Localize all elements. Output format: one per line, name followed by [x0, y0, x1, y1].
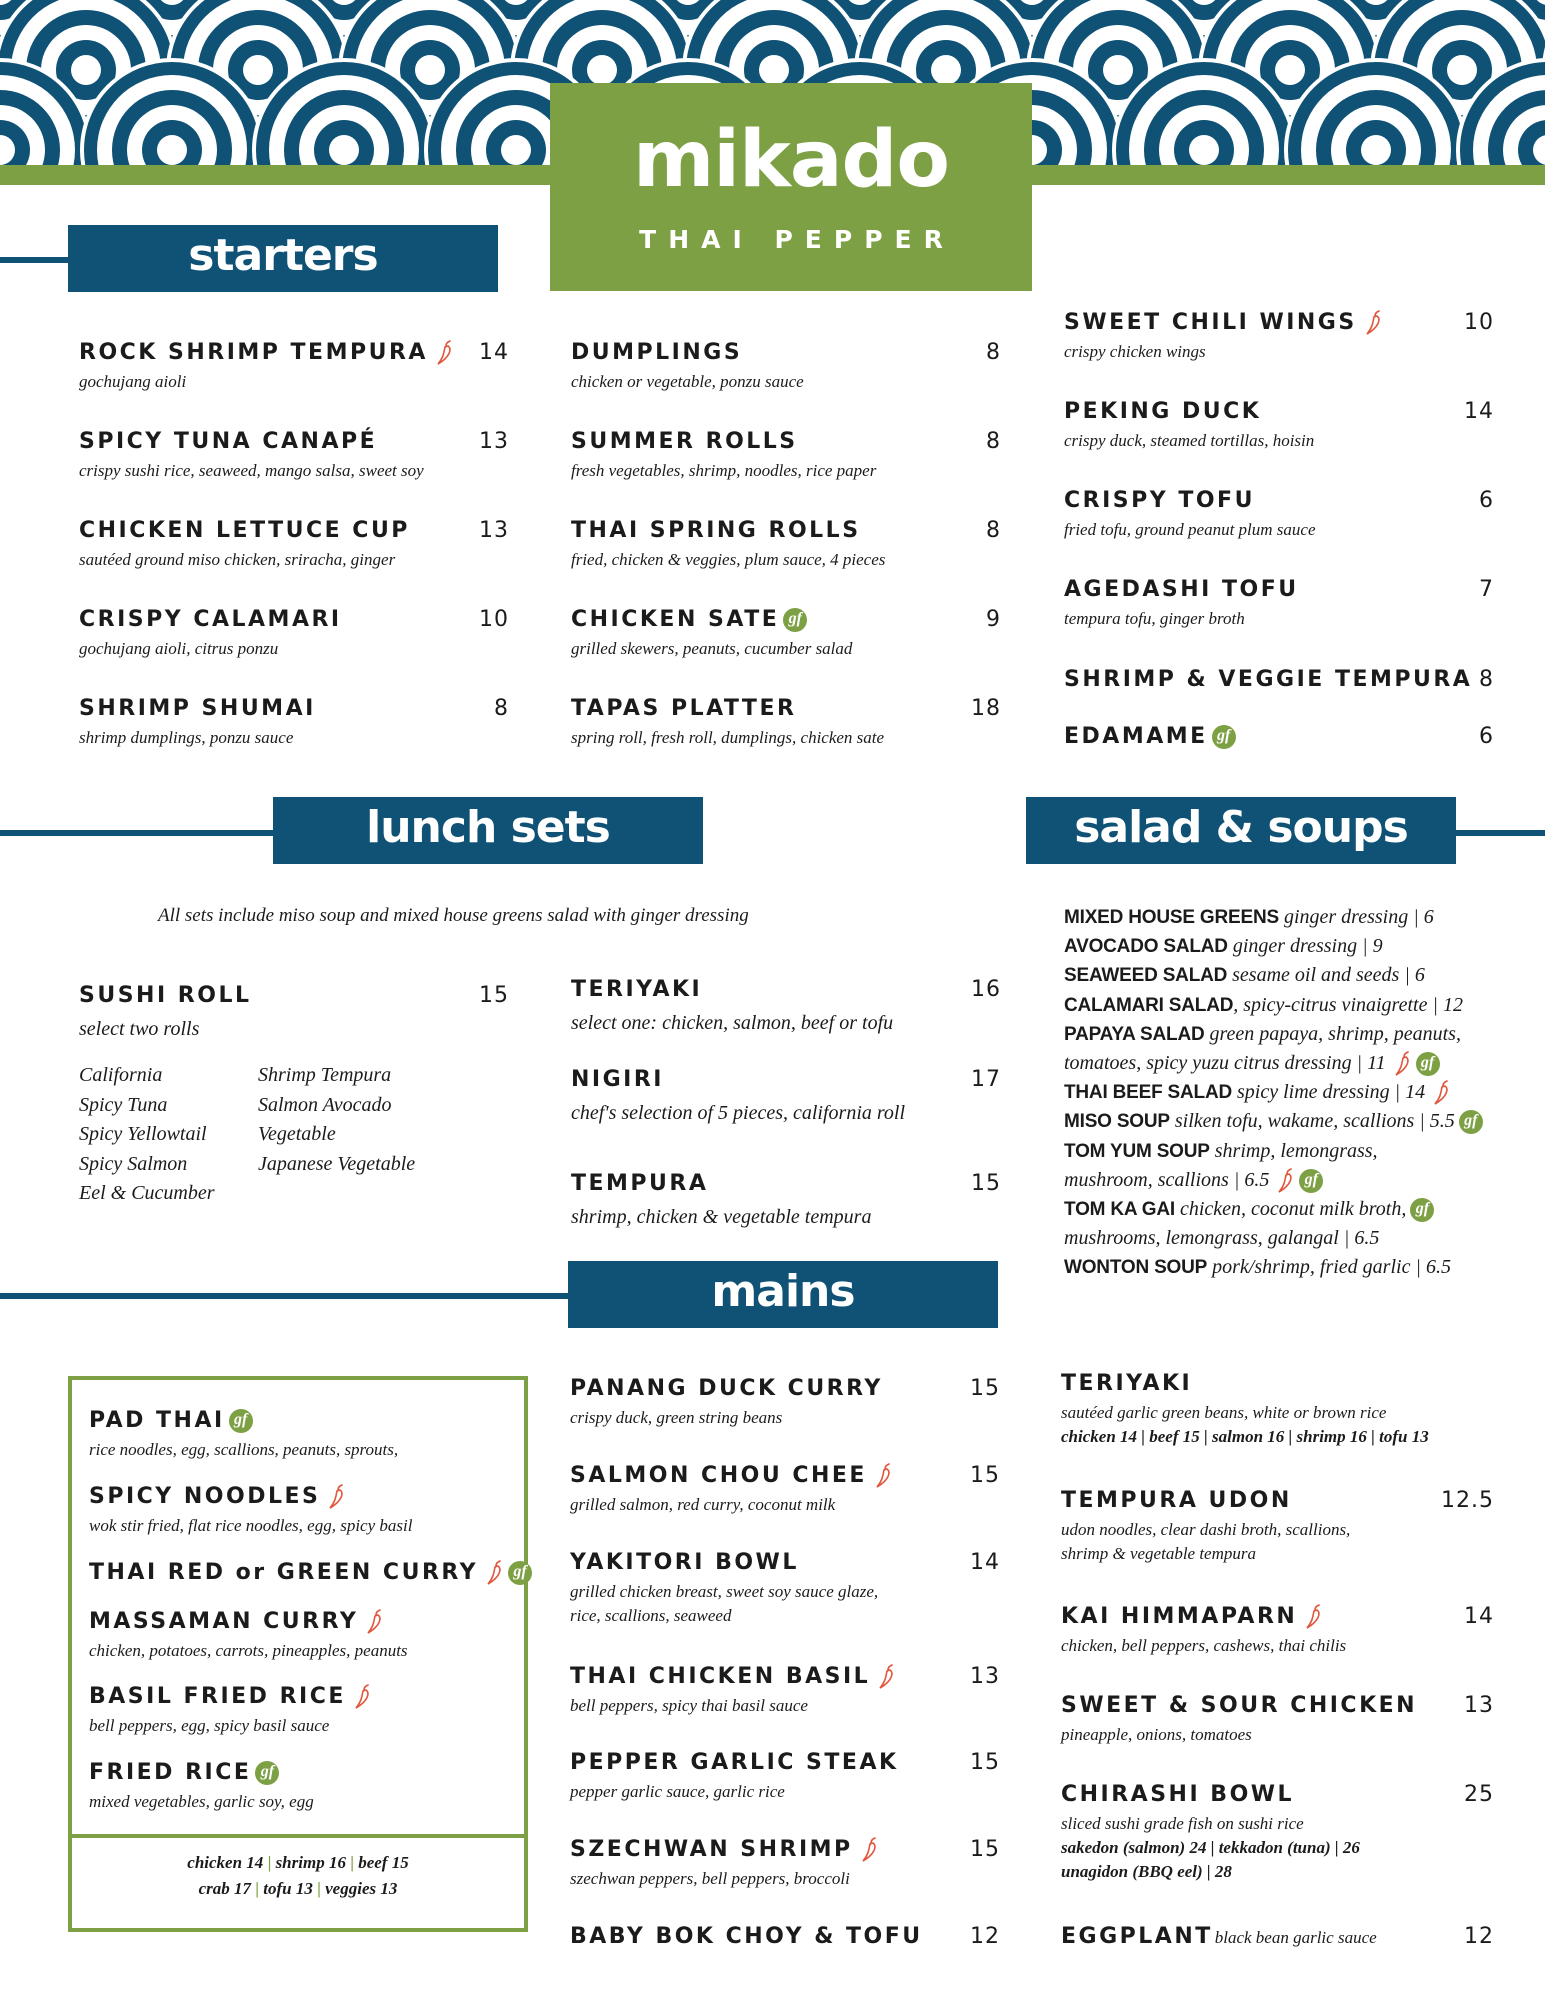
wave-arc	[415, 55, 445, 85]
brand-subtitle: THAI PEPPER	[639, 225, 955, 254]
item-name-text: CRISPY CALAMARI	[79, 607, 342, 632]
item-name	[79, 429, 509, 455]
salad-line	[1064, 961, 1534, 990]
salad-line	[1064, 1166, 1534, 1195]
item-description: spring roll, fresh roll, dumplings, chicken sate	[571, 728, 885, 747]
section-title-salad-soups: salad & soups	[1026, 797, 1456, 864]
item-price: 18	[971, 696, 1001, 721]
menu-item	[79, 340, 509, 394]
item-name	[79, 607, 509, 633]
item-name	[89, 1560, 527, 1586]
item-name-text: THAI RED or GREEN CURRY	[89, 1560, 479, 1585]
item-price: 6	[1479, 724, 1494, 749]
item-name-text: KAI HIMMAPARN	[1061, 1604, 1298, 1629]
item-name-text: DUMPLINGS	[571, 340, 743, 365]
item-name-text: TEMPURA	[571, 1171, 709, 1196]
item-name	[1064, 399, 1494, 425]
gluten-free-badge-icon: gf	[1212, 725, 1236, 749]
menu-item	[89, 1609, 509, 1663]
menu-item	[571, 607, 1001, 661]
menu-item	[79, 518, 509, 572]
item-name-text: NIGIRI	[571, 1067, 664, 1092]
menu-item	[570, 1837, 1000, 1891]
salad-name: PAPAYA SALAD	[1064, 1023, 1205, 1045]
item-price: 15	[970, 1837, 1000, 1862]
item-description: chicken or vegetable, ponzu sauce	[571, 372, 804, 391]
item-description: crispy sushi rice, seaweed, mango salsa, sweet soy	[79, 461, 424, 480]
item-name	[571, 429, 1001, 455]
salad-line	[1064, 932, 1534, 961]
logo-block	[550, 83, 1032, 291]
salad-description: pork/shrimp, fried garlic | 6.5	[1207, 1256, 1451, 1279]
salad-description: green papaya, shrimp, peanuts,	[1204, 1022, 1461, 1045]
section-title-lunch-sets: lunch sets	[273, 797, 703, 864]
item-name	[1064, 724, 1494, 750]
item-name	[1064, 310, 1494, 336]
item-name	[1061, 1782, 1494, 1808]
item-description: szechwan peppers, bell peppers, broccoli	[570, 1869, 850, 1888]
item-description-2: shrimp & vegetable tempura	[1061, 1544, 1256, 1563]
item-name-text: SWEET CHILI WINGS	[1064, 310, 1357, 335]
item-options-2: unagidon (BBQ eel) | 28	[1061, 1862, 1232, 1881]
salad-description: sesame oil and seeds | 6	[1227, 964, 1425, 987]
menu-item	[89, 1484, 509, 1538]
item-price: 14	[1464, 399, 1494, 424]
menu-item	[571, 1171, 1001, 1229]
menu-item	[570, 1750, 1000, 1804]
chili-pepper-icon	[1363, 310, 1383, 336]
item-name-text: TEMPURA UDON	[1061, 1488, 1292, 1513]
item-name	[1061, 1604, 1494, 1630]
salad-line	[1064, 1137, 1534, 1166]
item-name-text: TERIYAKI	[1061, 1371, 1193, 1396]
menu-item	[1061, 1371, 1494, 1449]
menu-item	[89, 1760, 509, 1814]
lunch-note: All sets include miso soup and mixed house greens salad with ginger dressing	[158, 905, 749, 926]
item-name-text: CHICKEN SATE	[571, 607, 780, 632]
menu-item	[1061, 1488, 1494, 1566]
gluten-free-badge-icon: gf	[255, 1761, 279, 1785]
item-price: 8	[986, 340, 1001, 365]
item-name	[570, 1837, 1000, 1863]
item-price: 9	[986, 607, 1001, 632]
item-name-text: MASSAMAN CURRY	[89, 1609, 359, 1634]
item-name-text: AGEDASHI TOFU	[1064, 577, 1299, 602]
item-name-text: BASIL FRIED RICE	[89, 1684, 346, 1709]
item-options: chicken 14 | beef 15 | salmon 16 | shrimp 16 | tofu 13	[1061, 1427, 1429, 1446]
item-name-text: TERIYAKI	[571, 977, 703, 1002]
gluten-free-badge-icon: gf	[229, 1409, 253, 1433]
item-name	[79, 340, 509, 366]
wave-arc	[587, 55, 617, 85]
menu-item	[1064, 667, 1494, 693]
chili-pepper-icon	[859, 1837, 879, 1863]
item-description: tempura tofu, ginger broth	[1064, 609, 1245, 628]
item-description: sliced sushi grade fish on sushi rice	[1061, 1814, 1304, 1833]
salad-description: spicy lime dressing | 14	[1232, 1081, 1426, 1104]
salad-description: silken tofu, wakame, scallions | 5.5	[1169, 1110, 1455, 1133]
chili-pepper-icon	[1303, 1604, 1323, 1630]
item-name	[570, 1664, 1000, 1690]
roll-option: Japanese Vegetable	[258, 1152, 416, 1175]
menu-item	[571, 696, 1001, 750]
gluten-free-badge-icon: gf	[783, 608, 807, 632]
chili-pepper-icon	[1275, 1168, 1295, 1194]
chili-pepper-icon	[484, 1560, 504, 1586]
item-price: 13	[479, 518, 509, 543]
menu-item	[571, 429, 1001, 483]
item-description: pineapple, onions, tomatoes	[1061, 1725, 1252, 1744]
salad-line	[1064, 903, 1534, 932]
salad-description: shrimp, lemongrass,	[1209, 1139, 1378, 1162]
chili-pepper-icon	[1431, 1080, 1451, 1106]
item-price: 10	[1464, 310, 1494, 335]
item-name-text: SUSHI ROLL	[79, 983, 252, 1008]
item-price: 15	[970, 1376, 1000, 1401]
item-name-text: PANANG DUCK CURRY	[570, 1376, 883, 1401]
item-description: crispy chicken wings	[1064, 342, 1206, 361]
item-name	[1061, 1924, 1494, 1950]
roll-option: Salmon Avocado	[258, 1093, 392, 1116]
item-name-text: TAPAS PLATTER	[571, 696, 797, 721]
item-name	[570, 1376, 1000, 1402]
item-description: fresh vegetables, shrimp, noodles, rice paper	[571, 461, 877, 480]
item-name-text: CRISPY TOFU	[1064, 488, 1255, 513]
menu-item	[571, 1067, 1001, 1125]
menu-item	[89, 1560, 527, 1586]
item-name-text: SHRIMP SHUMAI	[79, 696, 316, 721]
item-name	[570, 1924, 1000, 1950]
item-price: 8	[494, 696, 509, 721]
wave-arc	[759, 55, 789, 85]
item-description: crispy duck, green string beans	[570, 1408, 783, 1427]
gluten-free-badge-icon: gf	[1299, 1169, 1323, 1193]
salad-name: WONTON SOUP	[1064, 1257, 1208, 1279]
chili-pepper-icon	[873, 1463, 893, 1489]
salad-name: TOM KA GAI	[1064, 1199, 1175, 1221]
item-description: bell peppers, spicy thai basil sauce	[570, 1696, 808, 1715]
wave-arc	[243, 55, 273, 85]
menu-item	[1064, 399, 1494, 453]
gluten-free-badge-icon: gf	[1416, 1052, 1440, 1076]
menu-item	[571, 518, 1001, 572]
item-name	[89, 1760, 509, 1786]
item-price: 14	[479, 340, 509, 365]
item-description: select one: chicken, salmon, beef or tofu	[571, 1012, 894, 1034]
salad-name: MISO SOUP	[1064, 1111, 1170, 1133]
salad-name: CALAMARI SALAD	[1064, 994, 1234, 1016]
brand-name: mikado	[633, 115, 949, 205]
item-price: 8	[986, 429, 1001, 454]
menu-item	[570, 1550, 1000, 1628]
item-name-text: YAKITORI BOWL	[570, 1550, 799, 1575]
box-divider	[72, 1834, 524, 1838]
section-rule	[1450, 830, 1545, 836]
item-name	[571, 977, 1001, 1003]
item-description: sautéed garlic green beans, white or brown rice	[1061, 1403, 1387, 1422]
item-name-text: FRIED RICE	[89, 1760, 252, 1785]
wave-arc	[1447, 55, 1477, 85]
item-price: 13	[479, 429, 509, 454]
menu-item	[1064, 488, 1494, 542]
wave-arc	[329, 135, 359, 165]
item-price: 15	[970, 1750, 1000, 1775]
salad-name: MIXED HOUSE GREENS	[1064, 907, 1279, 928]
menu-item	[79, 429, 509, 483]
salad-description: ginger dressing | 6	[1278, 906, 1434, 928]
item-name	[570, 1463, 1000, 1489]
item-name-text: SPICY NOODLES	[89, 1484, 321, 1509]
salad-line	[1064, 1107, 1534, 1136]
salad-description: , spicy-citrus vinaigrette | 12	[1233, 993, 1463, 1016]
item-name-text: CHIRASHI BOWL	[1061, 1782, 1295, 1807]
item-description: chicken, potatoes, carrots, pineapples, peanuts	[89, 1641, 408, 1660]
salad-line	[1064, 1224, 1534, 1253]
item-description: select two rolls	[79, 1018, 200, 1040]
salad-line	[1064, 1049, 1534, 1078]
item-name	[571, 518, 1001, 544]
roll-option: Eel & Cucumber	[79, 1182, 215, 1204]
wave-arc	[501, 135, 531, 165]
chili-pepper-icon	[326, 1484, 346, 1510]
salad-description: mushrooms, lemongrass, galangal | 6.5	[1064, 1227, 1380, 1250]
menu-item	[1064, 310, 1494, 364]
chili-pepper-icon	[1392, 1051, 1412, 1077]
item-name	[1061, 1488, 1494, 1514]
salad-line	[1064, 1078, 1534, 1107]
gluten-free-badge-icon: gf	[1410, 1198, 1434, 1222]
menu-item	[1064, 724, 1494, 750]
item-price: 6	[1479, 488, 1494, 513]
item-name	[89, 1408, 509, 1434]
item-description: bell peppers, egg, spicy basil sauce	[89, 1716, 330, 1735]
menu-item	[1061, 1924, 1494, 1950]
item-price: 16	[971, 977, 1001, 1002]
item-name	[1064, 577, 1494, 603]
roll-option: Spicy Salmon	[79, 1152, 188, 1175]
item-name	[570, 1750, 1000, 1776]
item-price: 7	[1479, 577, 1494, 602]
menu-item	[571, 340, 1001, 394]
menu-item	[570, 1664, 1000, 1718]
protein-prices	[72, 1850, 524, 1902]
menu-item	[79, 983, 509, 1041]
item-name-text: PEKING DUCK	[1064, 399, 1262, 424]
item-price: 12.5	[1441, 1488, 1494, 1513]
menu-item	[570, 1463, 1000, 1517]
section-title-mains: mains	[568, 1261, 998, 1328]
salad-description: tomatoes, spicy yuzu citrus dressing | 11	[1064, 1052, 1386, 1075]
menu-item	[570, 1924, 1000, 1950]
menu-item	[571, 977, 1001, 1035]
item-name	[1064, 488, 1494, 514]
protein-line-2: crab 17 | tofu 13 | veggies 13	[198, 1879, 398, 1898]
item-name	[1061, 1693, 1494, 1719]
item-price: 15	[970, 1463, 1000, 1488]
roll-options-left	[79, 1061, 215, 1209]
chili-pepper-icon	[876, 1664, 896, 1690]
item-description-2: rice, scallions, seaweed	[570, 1606, 732, 1625]
roll-options-right	[258, 1061, 415, 1179]
menu-item	[1061, 1604, 1494, 1658]
item-description: fried tofu, ground peanut plum sauce	[1064, 520, 1316, 539]
menu-item	[79, 607, 509, 661]
chili-pepper-icon	[352, 1684, 372, 1710]
item-description: gochujang aioli	[79, 372, 187, 391]
salad-name: THAI BEEF SALAD	[1064, 1082, 1233, 1104]
wave-arc	[1103, 55, 1133, 85]
menu-item	[79, 696, 509, 750]
salad-line	[1064, 1253, 1534, 1282]
roll-option: Spicy Tuna	[79, 1093, 168, 1116]
menu-item	[89, 1684, 509, 1738]
item-description: fried, chicken & veggies, plum sauce, 4 pieces	[571, 550, 886, 569]
menu-item	[1064, 577, 1494, 631]
salad-line	[1064, 1020, 1534, 1049]
wave-arc	[1361, 135, 1391, 165]
salad-description: ginger dressing | 9	[1227, 935, 1383, 958]
item-description: gochujang aioli, citrus ponzu	[79, 639, 279, 658]
item-description: grilled salmon, red curry, coconut milk	[570, 1495, 836, 1514]
section-rule	[0, 1293, 570, 1299]
menu-item	[1061, 1782, 1494, 1884]
salad-soups-list	[1064, 903, 1534, 1283]
gluten-free-badge-icon: gf	[1459, 1110, 1483, 1134]
item-price: 10	[479, 607, 509, 632]
item-name	[571, 1171, 1001, 1197]
item-price: 8	[986, 518, 1001, 543]
item-price: 14	[970, 1550, 1000, 1575]
item-description: chef's selection of 5 pieces, california roll	[571, 1102, 906, 1124]
menu-item	[1061, 1693, 1494, 1747]
item-name-text: SUMMER ROLLS	[571, 429, 798, 454]
item-price: 25	[1464, 1782, 1494, 1807]
item-name	[570, 1550, 1000, 1576]
item-options: sakedon (salmon) 24 | tekkadon (tuna) | 26	[1061, 1838, 1360, 1857]
item-description: mixed vegetables, garlic soy, egg	[89, 1792, 314, 1811]
item-price: 12	[970, 1924, 1000, 1949]
item-name-text: SALMON CHOU CHEE	[570, 1463, 867, 1488]
protein-line-1: chicken 14 | shrimp 16 | beef 15	[187, 1853, 409, 1872]
item-name	[571, 607, 1001, 633]
wave-arc	[1275, 55, 1305, 85]
roll-option: Shrimp Tempura	[258, 1064, 392, 1086]
item-description: udon noodles, clear dashi broth, scallions,	[1061, 1520, 1351, 1539]
salad-line	[1064, 1195, 1534, 1224]
item-name-text: SHRIMP & VEGGIE TEMPURA	[1064, 667, 1473, 692]
section-rule	[0, 830, 280, 836]
salad-description: chicken, coconut milk broth,	[1174, 1198, 1407, 1221]
item-description: chicken, bell peppers, cashews, thai chilis	[1061, 1636, 1347, 1655]
item-name	[1061, 1371, 1494, 1397]
gluten-free-badge-icon: gf	[508, 1561, 532, 1585]
item-price: 17	[971, 1067, 1001, 1092]
item-name	[571, 696, 1001, 722]
section-title-starters: starters	[68, 225, 498, 292]
item-price: 15	[479, 983, 509, 1008]
salad-name: TOM YUM SOUP	[1064, 1140, 1210, 1162]
wave-arc	[157, 135, 187, 165]
item-name	[79, 518, 509, 544]
item-price: 15	[971, 1171, 1001, 1196]
item-description: shrimp dumplings, ponzu sauce	[79, 728, 294, 747]
chili-pepper-icon	[434, 340, 454, 366]
item-name-text: EGGPLANT	[1061, 1924, 1213, 1949]
item-price: 13	[970, 1664, 1000, 1689]
item-name-text: EDAMAME	[1064, 724, 1208, 749]
menu-item	[89, 1408, 509, 1462]
item-description: shrimp, chicken & vegetable tempura	[571, 1206, 872, 1228]
item-name	[89, 1684, 509, 1710]
item-price: 12	[1464, 1924, 1494, 1949]
item-inline-desc: black bean garlic sauce	[1214, 1928, 1377, 1947]
item-name	[1064, 667, 1494, 693]
item-name-text: CHICKEN LETTUCE CUP	[79, 518, 410, 543]
item-name	[89, 1484, 509, 1510]
item-name	[571, 1067, 1001, 1093]
chili-pepper-icon	[364, 1609, 384, 1635]
item-name-text: PAD THAI	[89, 1408, 225, 1433]
item-description: rice noodles, egg, scallions, peanuts, sprouts,	[89, 1440, 399, 1459]
item-description: grilled chicken breast, sweet soy sauce glaze,	[570, 1582, 879, 1601]
item-price: 13	[1464, 1693, 1494, 1718]
item-name	[79, 983, 509, 1009]
salad-description: mushroom, scallions | 6.5	[1064, 1168, 1270, 1191]
item-name-text: ROCK SHRIMP TEMPURA	[79, 340, 428, 365]
item-description: pepper garlic sauce, garlic rice	[570, 1782, 785, 1801]
item-description: crispy duck, steamed tortillas, hoisin	[1064, 431, 1315, 450]
salad-line	[1064, 991, 1534, 1020]
item-name-text: SPICY TUNA CANAPÉ	[79, 429, 378, 454]
mains-noodles-curry-box	[68, 1376, 528, 1932]
wave-arc	[71, 55, 101, 85]
item-name	[89, 1609, 509, 1635]
item-name	[79, 696, 509, 722]
item-name-text: SZECHWAN SHRIMP	[570, 1837, 853, 1862]
item-description: sautéed ground miso chicken, sriracha, ginger	[79, 550, 396, 569]
item-price: 14	[1464, 1604, 1494, 1629]
item-name-text: SWEET & SOUR CHICKEN	[1061, 1693, 1418, 1718]
item-price: 8	[1479, 667, 1494, 692]
roll-option: Spicy Yellowtail	[79, 1123, 207, 1145]
item-name-text: THAI SPRING ROLLS	[571, 518, 861, 543]
roll-option: Vegetable	[258, 1123, 336, 1145]
item-name-text: BABY BOK CHOY & TOFU	[570, 1924, 923, 1949]
roll-option: California	[79, 1064, 163, 1086]
item-description: wok stir fried, flat rice noodles, egg, spicy basil	[89, 1516, 413, 1535]
item-description: grilled skewers, peanuts, cucumber salad	[571, 639, 853, 658]
wave-arc	[1189, 135, 1219, 165]
menu-item	[570, 1376, 1000, 1430]
salad-name: SEAWEED SALAD	[1064, 965, 1228, 987]
item-name	[571, 340, 1001, 366]
item-name-text: THAI CHICKEN BASIL	[570, 1664, 871, 1689]
item-name-text: PEPPER GARLIC STEAK	[570, 1750, 899, 1775]
salad-name: AVOCADO SALAD	[1064, 936, 1228, 958]
wave-arc	[931, 55, 961, 85]
